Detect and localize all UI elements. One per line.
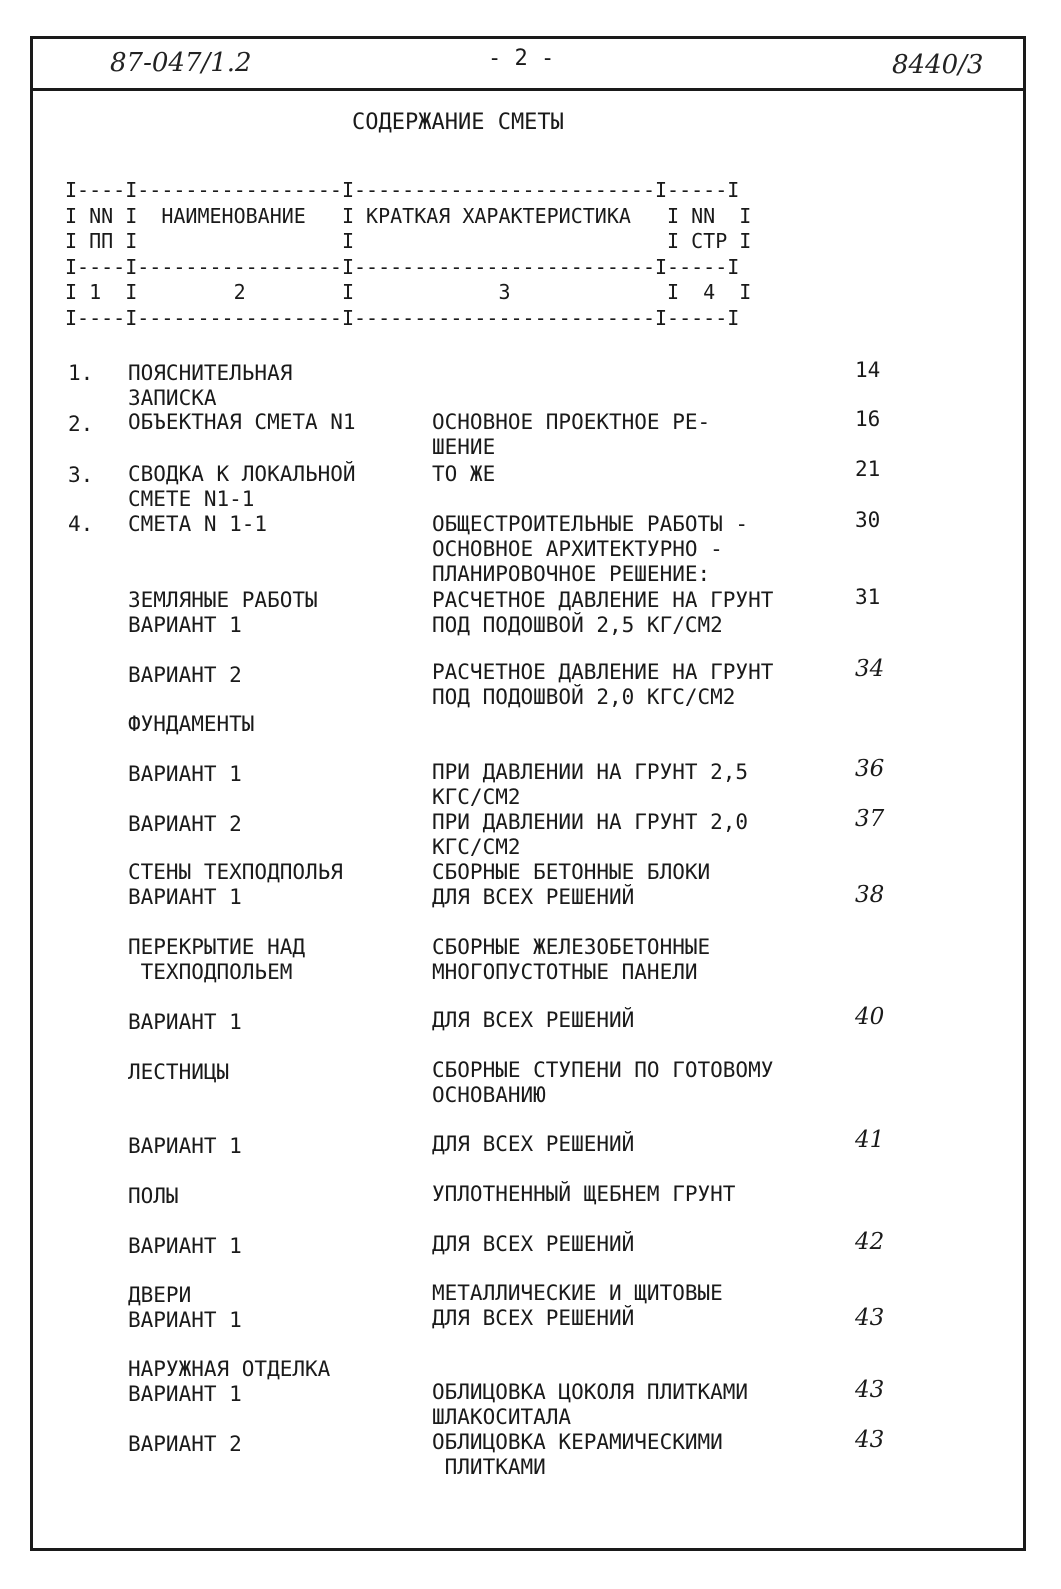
doc-code: 87-047/1.2 — [110, 48, 252, 78]
row-name-line: ЛЕСТНИЦЫ — [128, 1060, 230, 1084]
row-name-line: ПЕРЕКРЫТИЕ НАД — [128, 935, 306, 959]
row-name-line: ВАРИАНТ 2 — [128, 1432, 242, 1456]
row-name-line: ОБЪЕКТНАЯ СМЕТА N1 — [128, 410, 356, 434]
row-name-line: ВАРИАНТ 2 — [128, 663, 242, 687]
row-desc-line: ТО ЖЕ — [432, 462, 496, 486]
row-name-line: ВАРИАНТ 1 — [128, 762, 242, 786]
row-page: 34 — [855, 656, 885, 682]
row-name-line: ПОЛЫ — [128, 1184, 179, 1208]
row-page: 36 — [855, 756, 885, 782]
row-name-line: ВАРИАНТ 1 — [128, 1382, 242, 1406]
row-page: 43 — [855, 1427, 885, 1453]
row-desc-line: РАСЧЕТНОЕ ДАВЛЕНИЕ НА ГРУНТ — [432, 660, 774, 684]
row-page: 40 — [855, 1004, 885, 1030]
row-number: 2. — [68, 412, 94, 436]
row-desc-line: ДЛЯ ВСЕХ РЕШЕНИЙ — [432, 1306, 635, 1330]
header-divider — [30, 88, 1026, 91]
row-page: 42 — [855, 1229, 885, 1255]
row-name-line: ЗАПИСКА — [128, 386, 217, 410]
row-desc-line: ПЛАНИРОВОЧНОЕ РЕШЕНИЕ: — [432, 562, 711, 586]
row-desc-line: СБОРНЫЕ СТУПЕНИ ПО ГОТОВОМУ — [432, 1058, 774, 1082]
row-page: 14 — [855, 358, 881, 382]
row-name-line: ВАРИАНТ 1 — [128, 885, 242, 909]
row-desc-line: РАСЧЕТНОЕ ДАВЛЕНИЕ НА ГРУНТ — [432, 588, 774, 612]
row-desc-line: ДЛЯ ВСЕХ РЕШЕНИЙ — [432, 1132, 635, 1156]
page-title: СОДЕРЖАНИЕ СМЕТЫ — [352, 110, 564, 135]
row-name-line: ФУНДАМЕНТЫ — [128, 712, 255, 736]
row-desc-line: ДЛЯ ВСЕХ РЕШЕНИЙ — [432, 1008, 635, 1032]
row-desc-line: ШЕНИЕ — [432, 435, 496, 459]
row-name-line: ВАРИАНТ 1 — [128, 1134, 242, 1158]
row-name-line: ТЕХПОДПОЛЬЕМ — [128, 960, 293, 984]
row-desc-line: ПРИ ДАВЛЕНИИ НА ГРУНТ 2,0 — [432, 810, 749, 834]
row-desc-line: МЕТАЛЛИЧЕСКИЕ И ЩИТОВЫЕ — [432, 1281, 723, 1305]
row-desc-line: ОСНОВАНИЮ — [432, 1083, 546, 1107]
row-desc-line: КГС/СМ2 — [432, 835, 521, 859]
row-name-line: СМЕТА N 1-1 — [128, 512, 268, 536]
row-name-line: ПОЯСНИТЕЛЬНАЯ — [128, 361, 293, 385]
row-name-line: НАРУЖНАЯ ОТДЕЛКА — [128, 1357, 331, 1381]
row-desc-line: ОСНОВНОЕ ПРОЕКТНОЕ РЕ- — [432, 410, 711, 434]
row-desc-line: МНОГОПУСТОТНЫЕ ПАНЕЛИ — [432, 960, 698, 984]
row-name-line: ДВЕРИ — [128, 1283, 192, 1307]
row-desc-line: СБОРНЫЕ БЕТОННЫЕ БЛОКИ — [432, 860, 711, 884]
row-name-line: ВАРИАНТ 1 — [128, 613, 242, 637]
row-page: 43 — [855, 1305, 885, 1331]
sheet-number: 8440/3 — [892, 50, 984, 80]
row-name-line: ВАРИАНТ 2 — [128, 812, 242, 836]
row-desc-line: КГС/СМ2 — [432, 785, 521, 809]
row-desc-line: ПОД ПОДОШВОЙ 2,0 КГС/СМ2 — [432, 685, 736, 709]
row-name-line: ВАРИАНТ 1 — [128, 1308, 242, 1332]
row-desc-line: УПЛОТНЕННЫЙ ЩЕБНЕМ ГРУНТ — [432, 1182, 736, 1206]
row-desc-line: ДЛЯ ВСЕХ РЕШЕНИЙ — [432, 1232, 635, 1256]
row-page: 16 — [855, 407, 881, 431]
row-desc-line: ПРИ ДАВЛЕНИИ НА ГРУНТ 2,5 — [432, 760, 749, 784]
row-desc-line: ДЛЯ ВСЕХ РЕШЕНИЙ — [432, 885, 635, 909]
row-page: 30 — [855, 508, 881, 532]
row-name-line: ВАРИАНТ 1 — [128, 1234, 242, 1258]
row-desc-line: ПЛИТКАМИ — [432, 1455, 546, 1479]
row-name-line: СМЕТЕ N1-1 — [128, 487, 255, 511]
row-number: 1. — [68, 361, 94, 385]
row-desc-line: ШЛАКОСИТАЛА — [432, 1405, 572, 1429]
row-name-line: ВАРИАНТ 1 — [128, 1010, 242, 1034]
row-desc-line: ОСНОВНОЕ АРХИТЕКТУРНО - — [432, 537, 723, 561]
row-name-line: СТЕНЫ ТЕХПОДПОЛЬЯ — [128, 860, 343, 884]
row-desc-line: ОБЛИЦОВКА КЕРАМИЧЕСКИМИ — [432, 1430, 723, 1454]
row-desc-line: СБОРНЫЕ ЖЕЛЕЗОБЕТОННЫЕ — [432, 935, 711, 959]
row-name-line: ЗЕМЛЯНЫЕ РАБОТЫ — [128, 588, 318, 612]
row-page: 41 — [855, 1127, 885, 1153]
row-page: 21 — [855, 457, 881, 481]
row-page: 38 — [855, 882, 885, 908]
row-number: 3. — [68, 463, 94, 487]
page-number: - 2 - — [488, 46, 555, 71]
row-page: 43 — [855, 1377, 885, 1403]
row-name-line: СВОДКА К ЛОКАЛЬНОЙ — [128, 462, 356, 486]
table-header: I----I-----------------I-------------------------I-----I I NN I НАИМЕНОВАНИЕ I КРАТКАЯ ХАРАКТЕРИСТИКА I NN I I ПП I I I СТР I I----I-----------------I-------------------------I-----I I 1 I 2 I 3 I 4 I I----I-----------------I-------------------------I-----I — [65, 178, 752, 330]
row-number: 4. — [68, 512, 94, 536]
row-page: 31 — [855, 585, 881, 609]
row-desc-line: ОБЩЕСТРОИТЕЛЬНЫЕ РАБОТЫ - — [432, 512, 749, 536]
row-desc-line: ПОД ПОДОШВОЙ 2,5 КГ/СМ2 — [432, 613, 723, 637]
row-desc-line: ОБЛИЦОВКА ЦОКОЛЯ ПЛИТКАМИ — [432, 1380, 749, 1404]
row-page: 37 — [855, 806, 885, 832]
